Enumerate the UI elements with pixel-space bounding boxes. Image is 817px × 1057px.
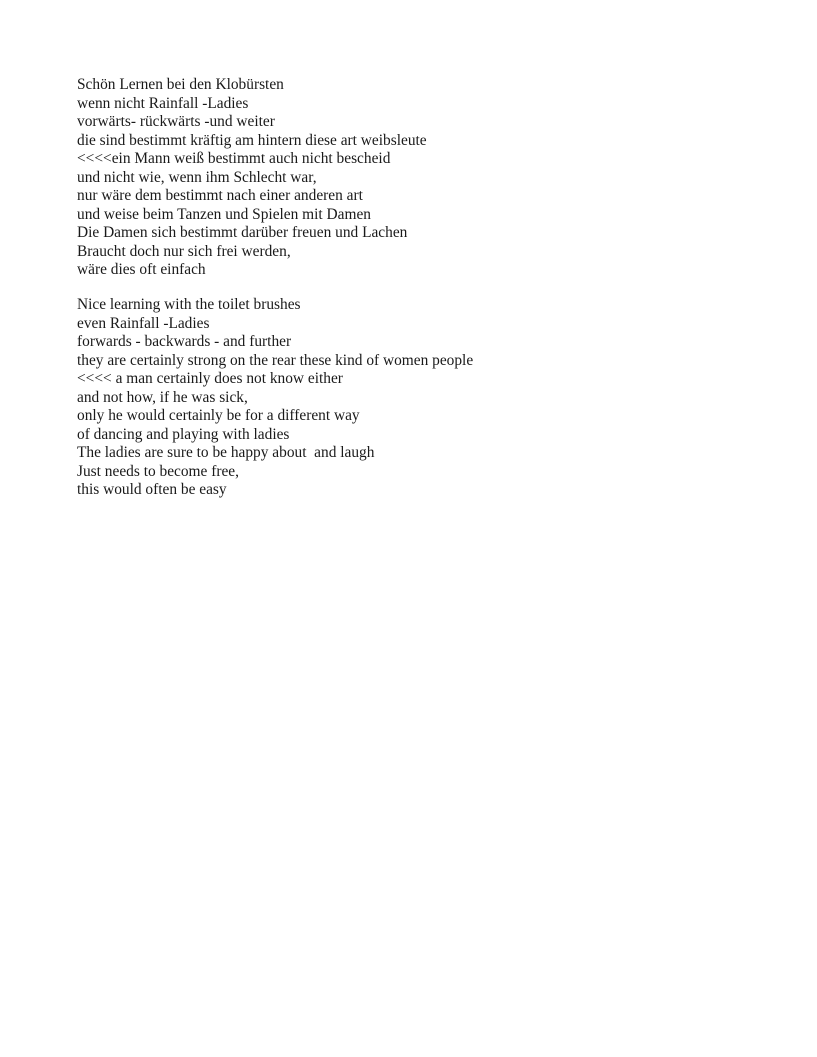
poem-line: they are certainly strong on the rear these kind of women people [77, 351, 474, 369]
poem-line: <<<<ein Mann weiß bestimmt auch nicht bescheid [77, 150, 391, 167]
poem-line: nur wäre dem bestimmt nach einer anderen art [77, 187, 363, 204]
poem-line: of dancing and playing with ladies [77, 425, 290, 443]
poem-line: wäre dies oft einfach [77, 261, 206, 278]
english-stanza [77, 296, 473, 500]
poem-line: Braucht doch nur sich frei werden, [77, 242, 291, 260]
poem-line: Die Damen sich bestimmt darüber freuen und Lachen [77, 224, 408, 241]
poem-line: only he would certainly be for a different way [77, 407, 360, 424]
poem-line: Nice learning with the toilet brushes [77, 296, 301, 313]
poem-line: die sind bestimmt kräftig am hintern diese art weibsleute [77, 131, 427, 149]
poem-line: Schön Lernen bei den Klobürsten [77, 76, 284, 93]
poem-line: Just needs to become free, [77, 462, 239, 480]
poem-line: and not how, if he was sick, [77, 388, 248, 406]
poem-line: even Rainfall -Ladies [77, 314, 210, 332]
poem-line: und nicht wie, wenn ihm Schlecht war, [77, 168, 317, 186]
poem-line: The ladies are sure to be happy about and laugh [77, 444, 375, 461]
poem-line: wenn nicht Rainfall -Ladies [77, 94, 249, 112]
poem-line: forwards - backwards - and further [77, 333, 292, 350]
poem-line: this would often be easy [77, 481, 227, 498]
poem-line: <<<< a man certainly does not know either [77, 370, 343, 387]
poem-line: vorwärts- rückwärts -und weiter [77, 113, 275, 130]
poem-line: und weise beim Tanzen und Spielen mit Damen [77, 205, 371, 223]
german-stanza [77, 76, 427, 280]
